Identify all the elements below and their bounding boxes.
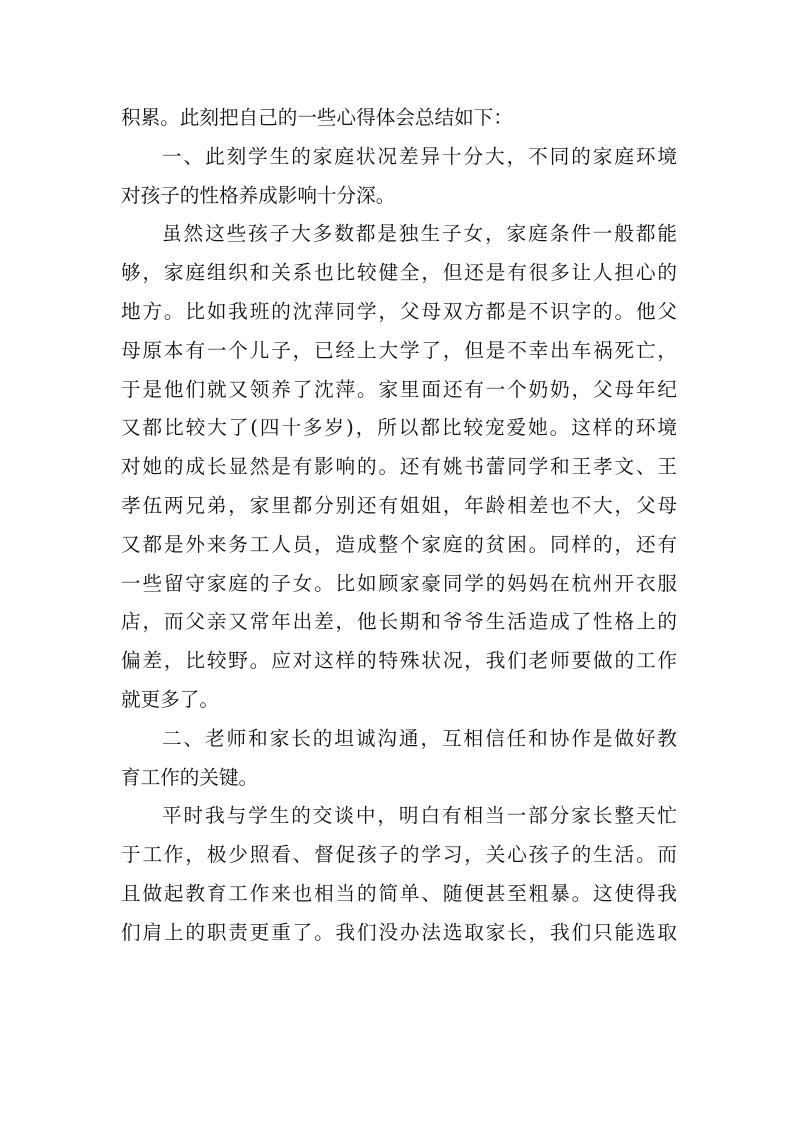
text-line: 育工作的关键。 [121, 765, 259, 789]
text-line: 虽然这些孩子大多数都是独生子女，家庭条件一般都能 [162, 222, 677, 246]
text-line: 又都是外来务工人员，造成整个家庭的贫困。同样的，还有 [121, 532, 677, 556]
text-line: 够，家庭组织和关系也比较健全，但还是有很多让人担心的 [121, 261, 677, 285]
text-line: 又都比较大了(四十多岁)，所以都比较宠爱她。这样的环境 [121, 416, 677, 440]
text-line: 对孩子的性格养成影响十分深。 [121, 183, 396, 207]
heading-one-line: 一、此刻学生的家庭状况差异十分大，不同的家庭环境 [162, 144, 677, 168]
text-line: 积累。此刻把自己的一些心得体会总结如下： [121, 106, 513, 129]
text-line: 母原本有一个儿子，已经上大学了，但是不幸出车祸死亡， [121, 338, 677, 362]
text-line: 地方。比如我班的沈萍同学，父母双方都是不识字的。他父 [121, 299, 677, 323]
text-line: 于工作，极少照看、督促孩子的学习，关心孩子的生活。而 [121, 843, 677, 867]
text-line: 孝伍两兄弟，家里都分别还有姐姐，年龄相差也不大，父母 [121, 493, 677, 517]
text-line: 偏差，比较野。应对这样的特殊状况，我们老师要做的工作 [121, 649, 677, 673]
text-line: 且做起教育工作来也相当的简单、随便甚至粗暴。这使得我 [121, 881, 677, 905]
document-body [121, 99, 677, 953]
text-line: 就更多了。 [121, 687, 219, 711]
text-line: 们肩上的职责更重了。我们没办法选取家长，我们只能选取 [121, 920, 677, 944]
text-line: 一些留守家庭的子女。比如顾家豪同学的妈妈在杭州开衣服 [121, 571, 677, 595]
text-line: 于是他们就又领养了沈萍。家里面还有一个奶奶，父母年纪 [121, 377, 677, 401]
text-line: 对她的成长显然是有影响的。还有姚书蕾同学和王孝文、王 [121, 455, 677, 479]
text-line: 平时我与学生的交谈中，明白有相当一部分家长整天忙 [162, 804, 677, 828]
heading-two-line: 二、老师和家长的坦诚沟通，互相信任和协作是做好教 [162, 726, 677, 750]
text-line: 店，而父亲又常年出差，他长期和爷爷生活造成了性格上的 [121, 610, 677, 634]
